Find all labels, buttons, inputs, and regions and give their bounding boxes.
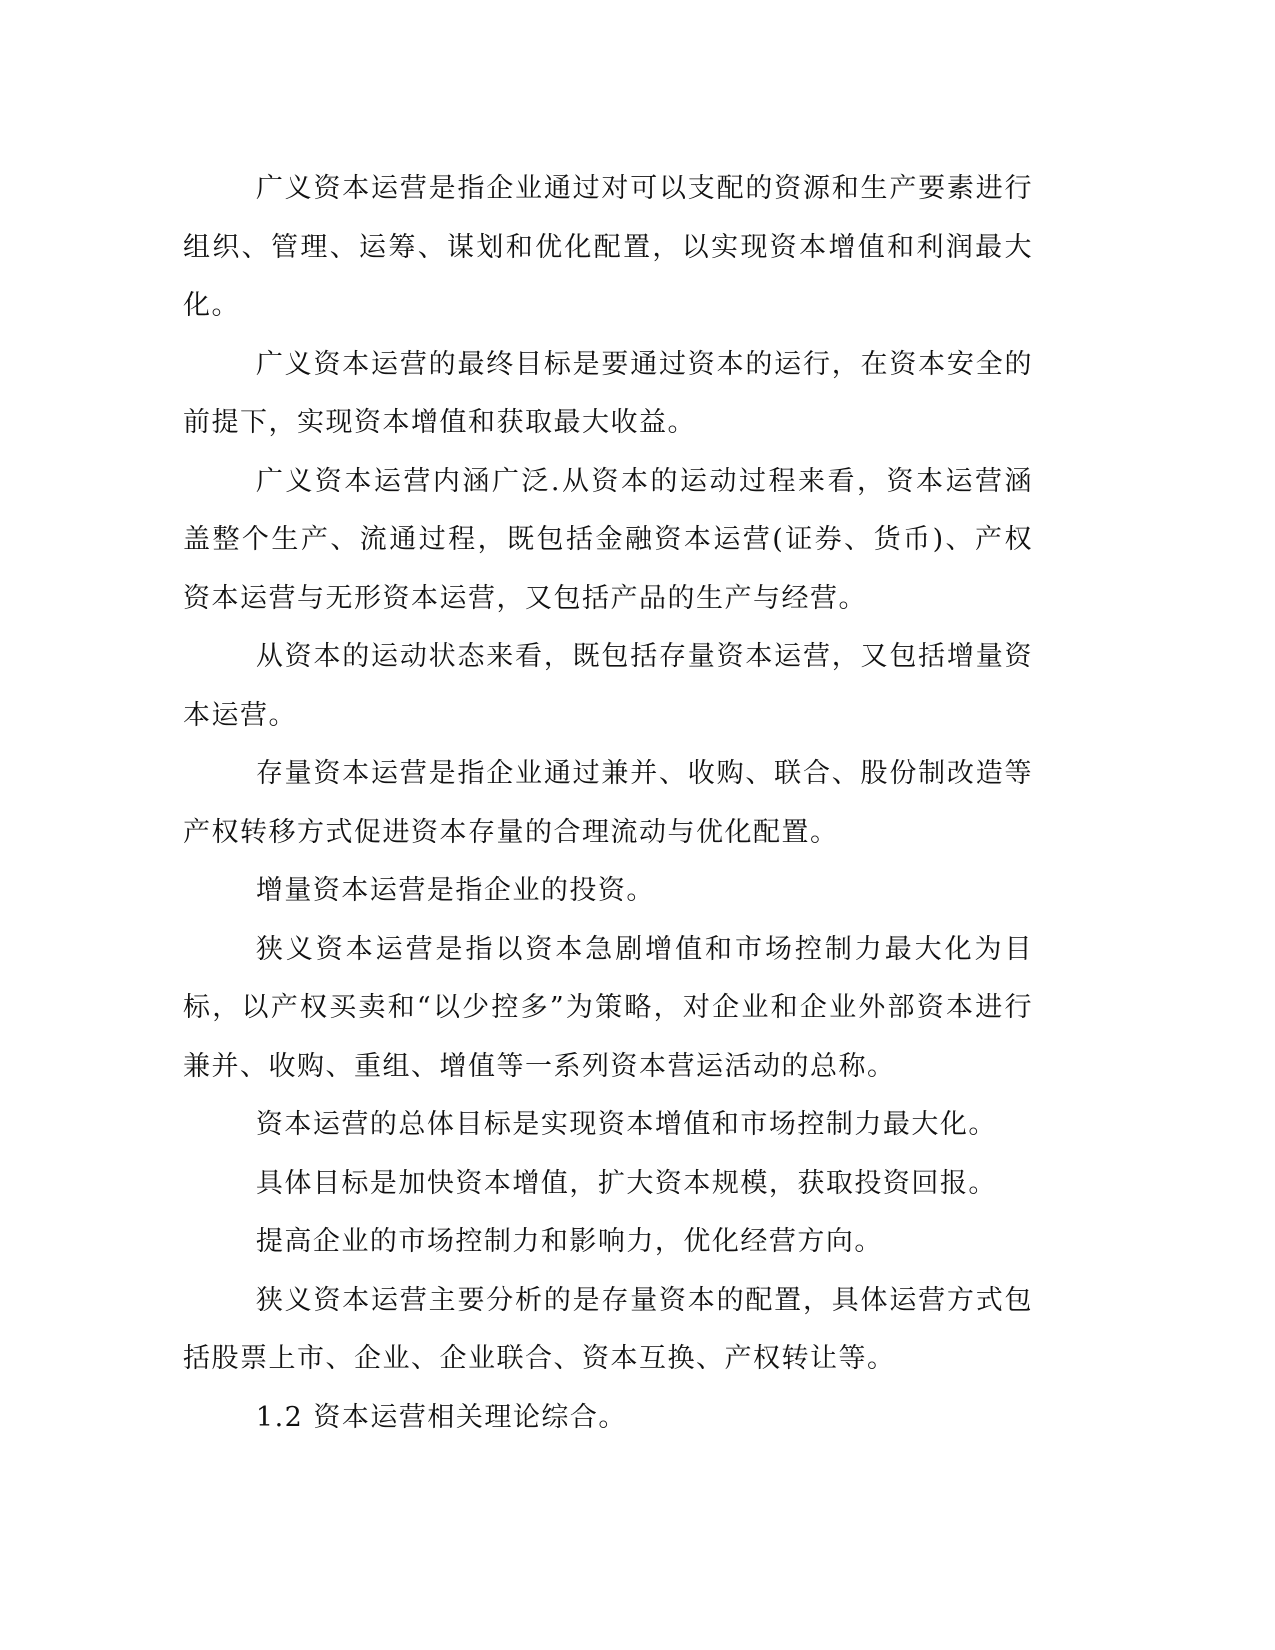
paragraph-narrow-methods: 狭义资本运营主要分析的是存量资本的配置，具体运营方式包括股票上市、企业、企业联合、资本互换、产权转让等。 [183,1284,1033,1374]
paragraph-narrow-definition: 狭义资本运营是指以资本急剧增值和市场控制力最大化为目标，以产权买卖和“以少控多”为策略，对企业和企业外部资本进行兼并、收购、重组、增值等一系列资本营运活动的总称。 [183,933,1033,1082]
section-heading-1-2: 1.2 资本运营相关理论综合。 [255,1401,627,1433]
paragraph-overall-goal: 资本运营的总体目标是实现资本增值和市场控制力最大化。 [255,1109,997,1140]
paragraph-broad-scope: 广义资本运营内涵广泛.从资本的运动过程来看，资本运营涵盖整个生产、流通过程，既包括金融资本运营(证券、货币)、产权资本运营与无形资本运营，又包括产品的生产与经营。 [183,465,1033,614]
document-body [183,160,1033,1447]
paragraph-specific-goal: 具体目标是加快资本增值，扩大资本规模，获取投资回报。 [255,1167,997,1199]
paragraph-broad-goal: 广义资本运营的最终目标是要通过资本的运行，在资本安全的前提下，实现资本增值和获取最大收益。 [183,348,1033,438]
paragraph-market-control: 提高企业的市场控制力和影响力，优化经营方向。 [255,1226,883,1257]
paragraph-broad-definition: 广义资本运营是指企业通过对可以支配的资源和生产要素进行组织、管理、运筹、谋划和优化配置，以实现资本增值和利润最大化。 [183,173,1033,321]
paragraph-incremental-capital: 增量资本运营是指企业的投资。 [255,875,655,906]
paragraph-motion-state: 从资本的运动状态来看，既包括存量资本运营，又包括增量资本运营。 [183,641,1033,731]
paragraph-stock-capital: 存量资本运营是指企业通过兼并、收购、联合、股份制改造等产权转移方式促进资本存量的合理流动与优化配置。 [183,758,1033,848]
